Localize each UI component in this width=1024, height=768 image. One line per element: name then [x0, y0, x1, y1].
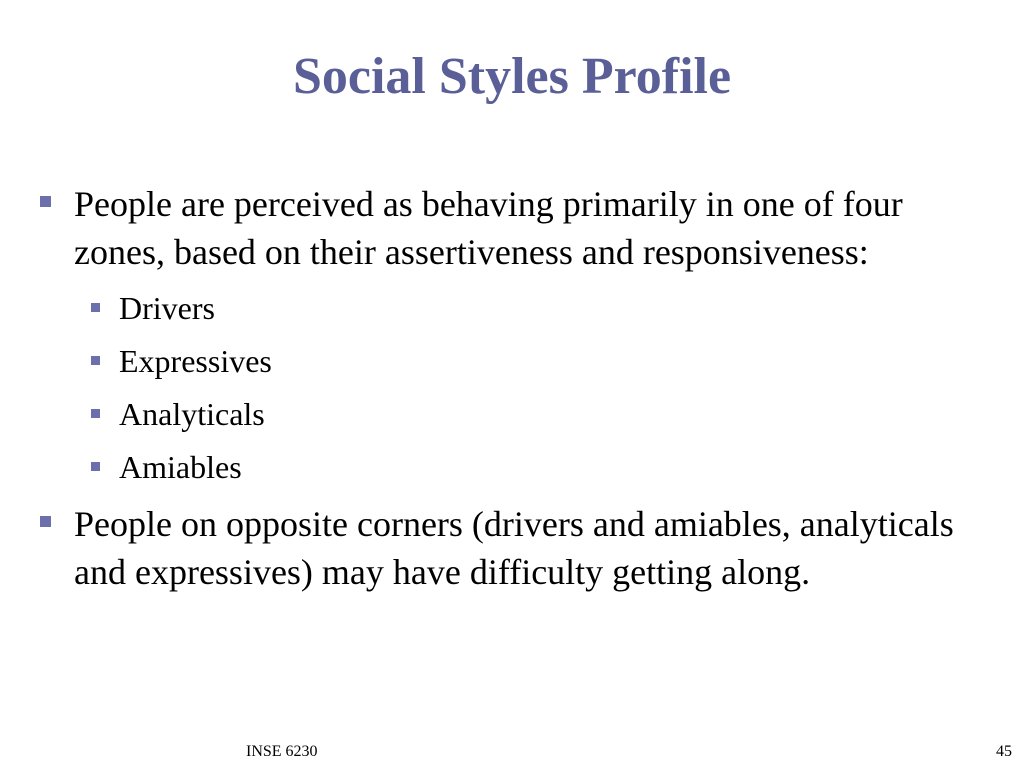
- sub-bullet-item: [74, 388, 988, 441]
- bullet-item: [38, 180, 988, 276]
- square-bullet-icon: [91, 356, 100, 365]
- square-bullet-icon: [91, 303, 100, 312]
- bullet-item: [38, 500, 988, 596]
- sub-bullet-list: [74, 282, 988, 494]
- square-bullet-icon: [40, 196, 51, 207]
- bullet-text: People on opposite corners (drivers and amiables, analyticals and expressives) may have difficulty getting along.: [74, 504, 954, 592]
- square-bullet-icon: [40, 516, 51, 527]
- footer-course: INSE 6230: [246, 743, 318, 760]
- footer-page-number: 45: [996, 743, 1012, 760]
- sub-bullet-item: [74, 335, 988, 388]
- sub-bullet-text: Expressives: [119, 343, 272, 379]
- sub-bullet-item: [74, 282, 988, 335]
- sub-bullet-text: Amiables: [119, 449, 242, 485]
- square-bullet-icon: [91, 462, 100, 471]
- sub-bullet-text: Analyticals: [119, 396, 265, 432]
- sub-bullet-text: Drivers: [119, 290, 215, 326]
- bullet-text: People are perceived as behaving primarily in one of four zones, based on their assertiveness and responsiveness:: [74, 184, 903, 272]
- slide-body: [38, 180, 988, 596]
- slide-title: Social Styles Profile: [292, 48, 732, 105]
- square-bullet-icon: [91, 409, 100, 418]
- sub-bullet-item: [74, 441, 988, 494]
